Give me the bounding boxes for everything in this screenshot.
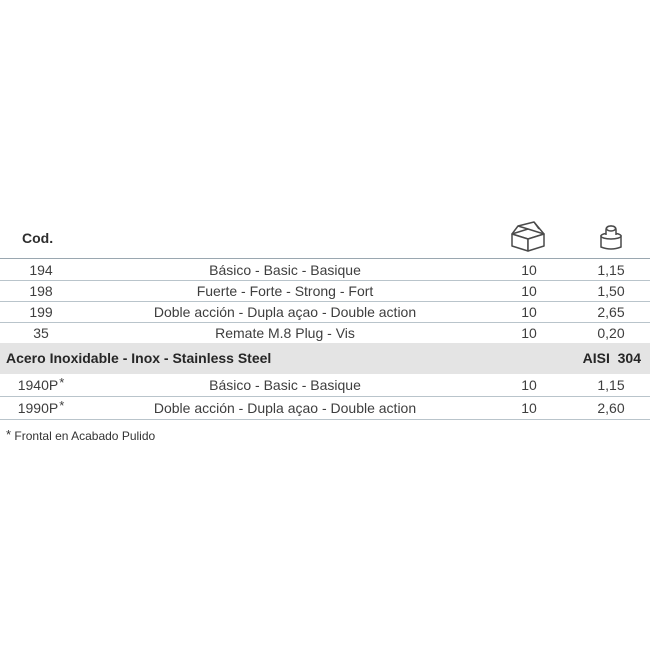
- product-weight: 2,60: [597, 400, 625, 416]
- product-quantity: 10: [521, 283, 537, 299]
- footnote-asterisk: *: [6, 427, 12, 442]
- table-row: [0, 397, 650, 420]
- product-quantity: 10: [521, 304, 537, 320]
- product-code: 198: [29, 283, 53, 299]
- product-weight: 0,20: [597, 325, 625, 341]
- product-code: 1990P*: [17, 398, 65, 416]
- table-row: [0, 302, 650, 323]
- product-quantity: 10: [521, 262, 537, 278]
- product-weight: 1,50: [597, 283, 625, 299]
- product-description: Doble acción - Dupla açao - Double action: [153, 400, 417, 416]
- section-title: Acero Inoxidable - Inox - Stainless Steel: [6, 350, 272, 366]
- asterisk-marker: *: [59, 375, 65, 390]
- product-quantity: 10: [521, 400, 537, 416]
- product-code: 194: [29, 262, 53, 278]
- plug-icon: [597, 220, 625, 259]
- product-table: [0, 218, 650, 420]
- code-column-header: Cod.: [22, 230, 54, 246]
- product-description: Básico - Basic - Basique: [209, 262, 361, 278]
- footnote-text: Frontal en Acabado Pulido: [14, 429, 156, 443]
- table-row: [0, 374, 650, 397]
- product-weight: 2,65: [597, 304, 625, 320]
- box-icon: [508, 220, 548, 259]
- product-quantity: 10: [521, 325, 537, 341]
- stainless-steel-section-header: [0, 343, 650, 374]
- section-material-grade: AISI 304: [582, 350, 641, 366]
- product-description: Remate M.8 Plug - Vis: [215, 325, 355, 341]
- product-description: Fuerte - Forte - Strong - Fort: [196, 283, 374, 299]
- product-description: Doble acción - Dupla açao - Double action: [153, 304, 417, 320]
- product-quantity: 10: [521, 377, 537, 393]
- asterisk-marker: *: [59, 398, 65, 413]
- product-description: Básico - Basic - Basique: [209, 377, 361, 393]
- product-code: 199: [29, 304, 53, 320]
- product-weight: 1,15: [597, 377, 625, 393]
- table-header: [0, 218, 650, 259]
- table-row: [0, 281, 650, 302]
- footnote: [6, 428, 155, 443]
- product-weight: 1,15: [597, 262, 625, 278]
- product-code: 1940P*: [17, 375, 65, 393]
- product-code: 35: [33, 325, 49, 341]
- table-row: [0, 323, 650, 343]
- table-row: [0, 260, 650, 281]
